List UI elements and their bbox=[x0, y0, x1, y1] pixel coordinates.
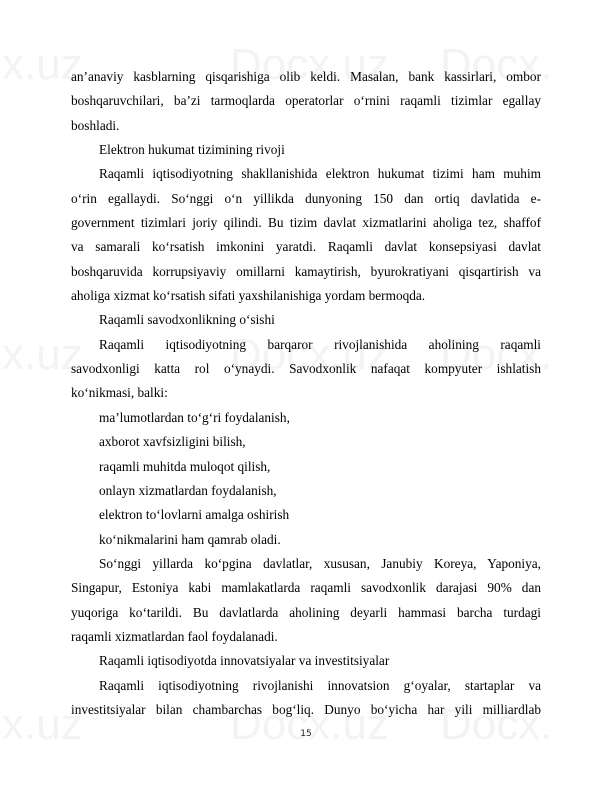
text-line: an’anaviy kasblarning qisqarishiga olib keldi. Masalan, bank kassirlari, ombor bbox=[71, 69, 541, 84]
document-body bbox=[71, 65, 541, 722]
text-line: Elektron hukumat tizimining rivoji bbox=[99, 142, 285, 158]
text-line: investitsiyalar bilan chambarchas bog‘liq. Dunyo bo‘yicha har yili milliardlab bbox=[71, 701, 541, 717]
text-line: ko‘nikmasi, balki: bbox=[71, 385, 168, 401]
text-line: axborot xavfsizligini bilish, bbox=[99, 434, 246, 450]
text-line: boshqaruvchilari, ba’zi tarmoqlarda operatorlar o‘rnini raqamli tizimlar egallay bbox=[71, 93, 541, 109]
text-line: Raqamli iqtisodiyotda innovatsiyalar va investitsiyalar bbox=[99, 653, 390, 669]
text-line: So‘nggi yillarda ko‘pgina davlatlar, xususan, Janubiy Koreya, Yaponiya, bbox=[99, 555, 541, 571]
text-line: va samarali ko‘rsatish imkonini yaratdi. Raqamli davlat konsepsiyasi davlat bbox=[71, 239, 541, 255]
text-line: raqamli xizmatlardan faol foydalanadi. bbox=[71, 628, 278, 644]
text-line: savodxonligi katta rol o‘ynaydi. Savodxonlik nafaqat kompyuter ishlatish bbox=[71, 361, 541, 377]
text-line: Raqamli savodxonlikning o‘sishi bbox=[99, 312, 275, 328]
text-line: Raqamli iqtisodiyotning shakllanishida elektron hukumat tizimi ham muhim bbox=[99, 166, 541, 182]
text-line: o‘rin egallaydi. So‘nggi o‘n yillikda dunyoning 150 dan ortiq davlatida e- bbox=[71, 190, 541, 206]
text-line: elektron to‘lovlarni amalga oshirish bbox=[99, 507, 290, 523]
text-line: raqamli muhitda muloqot qilish, bbox=[99, 458, 271, 474]
text-line: ko‘nikmalarini ham qamrab oladi. bbox=[99, 531, 281, 547]
text-line: government tizimlari joriy qilindi. Bu tizim davlat xizmatlarini aholiga tez, shaffof bbox=[71, 215, 541, 231]
text-line: Singapur, Estoniya kabi mamlakatlarda raqamli savodxonlik darajasi 90% dan bbox=[71, 580, 541, 596]
text-line: Raqamli iqtisodiyotning barqaror rivojlanishida aholining raqamli bbox=[99, 336, 541, 352]
text-line: ma’lumotlardan to‘g‘ri foydalanish, bbox=[99, 409, 290, 425]
text-line: boshqaruvida korrupsiyaviy omillarni kamaytirish, byurokratiyani qisqartirish va bbox=[71, 263, 541, 279]
text-line: Raqamli iqtisodiyotning rivojlanishi innovatsion g‘oyalar, startaplar va bbox=[99, 677, 541, 693]
text-line: onlayn xizmatlardan foydalanish, bbox=[99, 482, 277, 498]
page-number: 15 bbox=[300, 729, 312, 739]
text-line: aholiga xizmat ko‘rsatish sifati yaxshilanishiga yordam bermoqda. bbox=[71, 288, 426, 304]
text-line: yuqoriga ko‘tarildi. Bu davlatlarda aholining deyarli hammasi barcha turdagi bbox=[71, 604, 541, 620]
text-line: boshladi. bbox=[71, 117, 120, 133]
